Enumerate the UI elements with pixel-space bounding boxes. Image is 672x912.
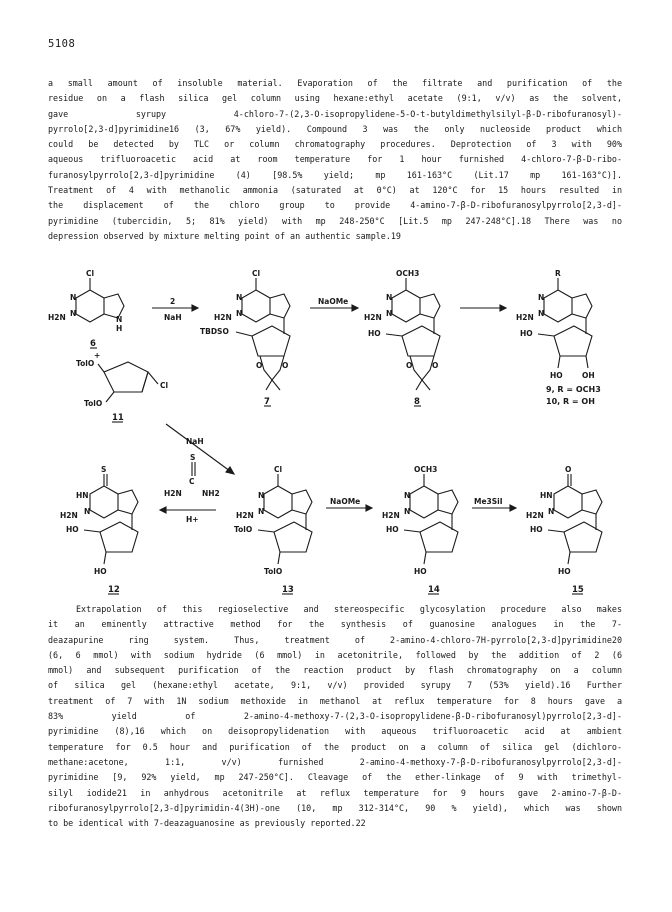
paragraph-extrapolation <box>48 602 622 831</box>
text-line: it an eminently attractive method for the synthesis of guanosine analogues in the 7- <box>48 619 622 630</box>
text-line: residue on a flash silica gel column using hexane:ethyl acetate (9:1, v/v) as the solvent, <box>48 93 622 104</box>
text-line: ribofuranosylpyrrolo[2,3-d]pyrimidin-4(3H)-one (10, mp 312-314°C, 90 % yield), which was shown <box>48 802 622 813</box>
svg-text:N: N <box>258 491 265 500</box>
text-line: mmol) and subsequent purification of the reaction product by flash chromatography on a column <box>48 665 622 676</box>
svg-text:Cl: Cl <box>274 465 283 474</box>
svg-text:S: S <box>101 465 107 474</box>
svg-text:H2N: H2N <box>516 313 534 322</box>
svg-text:HO: HO <box>368 329 381 338</box>
svg-text:OH: OH <box>582 371 595 380</box>
label-8: 8 <box>414 397 420 407</box>
svg-text:N: N <box>404 491 411 500</box>
text-line: pyrimidine (tubercidin, 5; 81% yield) with mp 248-250°C [Lit.5 mp 247-248°C].18 There was no <box>48 215 622 226</box>
svg-text:O: O <box>256 361 263 370</box>
svg-text:C: C <box>189 477 195 486</box>
arrow2-reagent: NaOMe <box>318 297 349 306</box>
arrow1-base: NaH <box>164 313 182 322</box>
text-line: to be identical with 7-deazaguanosine as previously reported.22 <box>48 818 366 829</box>
svg-text:H2N: H2N <box>364 313 382 322</box>
compound-6 <box>48 269 124 360</box>
text-line: a small amount of insoluble material. Evaporation of the filtrate and purification of the <box>48 78 622 88</box>
svg-text:O: O <box>432 361 439 370</box>
svg-text:H2N: H2N <box>382 511 400 520</box>
label-15: 15 <box>572 585 584 595</box>
text-line: the displacement of the chloro group to provide 4-amino-7-β-D-ribofuranosylpyrrolo[2,3-d]- <box>48 200 622 211</box>
h-plus: H+ <box>186 515 199 524</box>
paragraph-experimental <box>48 76 622 244</box>
svg-text:R: R <box>555 269 561 278</box>
compound-11 <box>76 359 168 423</box>
svg-text:O: O <box>406 361 413 370</box>
compound-7 <box>200 269 290 407</box>
svg-text:H2N: H2N <box>236 511 254 520</box>
svg-text:N: N <box>548 507 555 516</box>
svg-text:HO: HO <box>94 567 107 576</box>
svg-text:H2N: H2N <box>48 313 66 322</box>
arrow5-reagent: Me3SiI <box>474 497 503 506</box>
arrow-down-reagent: NaH <box>186 437 204 446</box>
text-line: 83% yield of 2-amino-4-methoxy-7-(2,3-O-isopropylidene-β-D-ribofuranosyl)pyrrolo[2,3-d]- <box>48 711 622 722</box>
svg-text:N: N <box>258 507 265 516</box>
svg-text:HO: HO <box>66 525 79 534</box>
svg-text:OCH3: OCH3 <box>396 269 420 278</box>
compound-15 <box>526 465 602 595</box>
text-line: methane:acetone, 1:1, v/v) furnished 2-amino-4-methoxy-7-β-D-ribofuranosylpyrrolo[2,3-d]- <box>48 756 622 767</box>
svg-text:Cl: Cl <box>252 269 261 278</box>
svg-text:N: N <box>404 507 411 516</box>
compound-14 <box>382 465 458 595</box>
text-line: (6, 6 mmol) with sodium hydride (6 mmol) in acetonitrile, followed by the addition of 2 (6 <box>48 649 622 660</box>
svg-text:HO: HO <box>520 329 533 338</box>
compound-8 <box>364 269 440 407</box>
compound-13 <box>234 465 312 595</box>
page-number: 5108 <box>48 38 76 50</box>
svg-text:TolO: TolO <box>76 359 95 368</box>
thiourea-reagent <box>160 453 220 524</box>
compound-9-10 <box>516 269 601 406</box>
svg-text:HO: HO <box>558 567 571 576</box>
svg-text:HO: HO <box>386 525 399 534</box>
text-line: deazapurine ring system. Thus, treatment of 2-amino-4-chloro-7H-pyrrolo[2,3-d]pyrimidine20 <box>48 634 622 645</box>
label-6: 6 <box>90 339 96 349</box>
svg-text:N: N <box>236 309 243 318</box>
svg-text:N: N <box>538 293 545 302</box>
svg-text:H2N: H2N <box>214 313 232 322</box>
svg-text:OCH3: OCH3 <box>414 465 438 474</box>
svg-text:+: + <box>94 351 101 360</box>
compound-12 <box>60 465 138 595</box>
text-line: pyrimidine [9, 92% yield, mp 247-250°C]. Cleavage of the ether-linkage of 9 with trimethyl- <box>48 772 622 783</box>
text-line: of silica gel (hexane:ethyl acetate, 9:1, v/v) provided syrupy 7 (53% yield).16 Further <box>48 680 622 691</box>
svg-text:N: N <box>84 507 91 516</box>
svg-text:TolO: TolO <box>84 399 103 408</box>
text-line: gave syrupy 4-chloro-7-(2,3-O-isopropylidene-5-O-t-butyldimethylsilyl-β-D-ribofuranosyl)- <box>48 108 622 119</box>
svg-text:H: H <box>116 324 123 333</box>
svg-text:S: S <box>190 453 196 462</box>
svg-text:HO: HO <box>414 567 427 576</box>
text-line: Treatment of 4 with methanolic ammonia (saturated at 0°C) at 120°C for 15 hours resulted in <box>48 185 622 196</box>
label-11: 11 <box>112 413 124 423</box>
svg-text:N: N <box>70 309 77 318</box>
atom-cl: Cl <box>86 269 95 278</box>
arrow1-reagent: 2 <box>170 297 176 306</box>
label-13: 13 <box>282 585 294 595</box>
svg-text:NH2: NH2 <box>202 489 220 498</box>
label-7: 7 <box>264 397 270 407</box>
svg-text:N: N <box>386 293 393 302</box>
svg-text:TolO: TolO <box>234 525 253 534</box>
svg-text:Cl: Cl <box>160 381 169 390</box>
text-line: Extrapolation of this regioselective and stereospecific glycosylation procedure also makes <box>76 604 622 614</box>
label-12: 12 <box>108 585 120 595</box>
svg-text:N: N <box>70 293 77 302</box>
arrow4-reagent: NaOMe <box>330 497 361 506</box>
text-line: treatment of 7 with 1N sodium methoxide in methanol at reflux temperature for 8 hours gave a <box>48 695 622 706</box>
svg-text:N: N <box>116 315 123 324</box>
text-line: pyrimidine (8),16 which on deisopropylidenation with aqueous trifluoroacetic acid at ambient <box>48 726 622 737</box>
svg-text:O: O <box>565 465 572 474</box>
text-line: aqueous trifluoroacetic acid at room temperature for 1 hour furnished 4-chloro-7-β-D-ribo- <box>48 154 622 165</box>
svg-text:N: N <box>538 309 545 318</box>
svg-text:H2N: H2N <box>526 511 544 520</box>
text-line: temperature for 0.5 hour and purification of the product on a column of silica gel (dichloro- <box>48 741 622 752</box>
text-line: depression observed by mixture melting point of an authentic sample.19 <box>48 230 401 241</box>
text-line: could be detected by TLC or column chromatography procedures. Deprotection of 3 with 90% <box>48 139 622 150</box>
svg-text:N: N <box>236 293 243 302</box>
svg-text:HN: HN <box>540 491 553 500</box>
svg-text:HO: HO <box>530 525 543 534</box>
reaction-scheme <box>48 264 624 598</box>
svg-text:TolO: TolO <box>264 567 283 576</box>
label-14: 14 <box>428 585 440 595</box>
text-line: furanosylpyrrolo[2,3-d]pyrimidine (4) [98.5% yield; mp 161-163°C (Lit.17 mp 161-163°C)]. <box>48 169 622 180</box>
svg-text:N: N <box>386 309 393 318</box>
svg-text:H2N: H2N <box>164 489 182 498</box>
text-line: silyl iodide21 in anhydrous acetonitrile at reflux temperature for 9 hours gave 2-amino-7-β-D- <box>48 787 622 798</box>
svg-text:H2N: H2N <box>60 511 78 520</box>
caption-10: 10, R = OH <box>546 397 595 406</box>
svg-text:HO: HO <box>550 371 563 380</box>
text-line: pyrrolo[2,3-d]pyrimidine16 (3, 67% yield). Compound 3 was the only nucleoside product which <box>48 123 622 134</box>
caption-9: 9, R = OCH3 <box>546 385 601 394</box>
svg-text:TBDSO: TBDSO <box>200 327 229 336</box>
svg-text:HN: HN <box>76 491 89 500</box>
svg-text:O: O <box>282 361 289 370</box>
